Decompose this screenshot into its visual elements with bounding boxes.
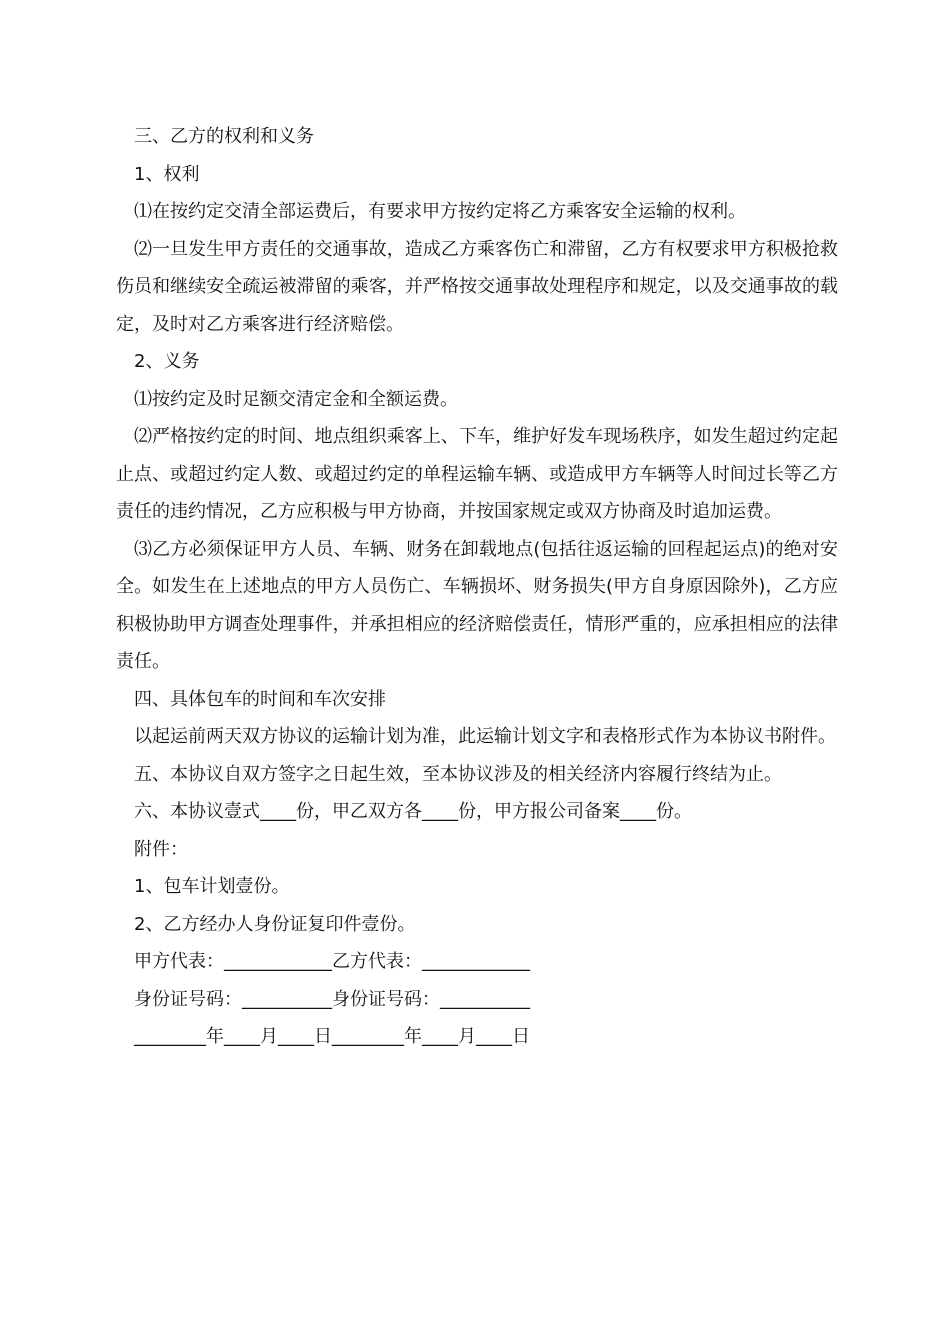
- date-line: ________年____月____日________年____月____日: [134, 1026, 530, 1047]
- id-number-line: 身份证号码：__________身份证号码：__________: [134, 988, 530, 1010]
- representatives-line: 甲方代表：____________乙方代表：____________: [134, 951, 530, 972]
- subheading-obligations: 2、义务: [134, 351, 200, 372]
- rights-item-2: ⑵一旦发生甲方责任的交通事故，造成乙方乘客伤亡和滞留，乙方有权要求甲方积极抢救伤员和继续安全疏运被滞留的乘客，并严格按交通事故处理程序和规定，以及交通事故的载定，及时对乙方乘客进行经济赔偿。: [116, 238, 838, 335]
- attachment-item-1: 1、包车计划壹份。: [134, 876, 290, 897]
- section-heading-3: 三、乙方的权利和义务: [134, 126, 314, 147]
- obligations-item-2: ⑵严格按约定的时间、地点组织乘客上、下车，维护好发车现场秩序，如发生超过约定起止点、或超过约定人数、或超过约定的单程运输车辆、或造成甲方车辆等人时间过长等乙方责任的违约情况，乙方应积极与甲方协商，并按国家规定或双方协商及时追加运费。: [116, 426, 838, 522]
- section-heading-4: 四、具体包车的时间和车次安排: [134, 688, 386, 710]
- subheading-rights: 1、权利: [134, 163, 200, 185]
- attachment-item-2: 2、乙方经办人身份证复印件壹份。: [134, 913, 416, 935]
- rights-item-1: ⑴在按约定交清全部运费后，有要求甲方按约定将乙方乘客安全运输的权利。: [134, 201, 746, 222]
- obligations-item-1: ⑴按约定及时足额交清定金和全额运费。: [134, 388, 458, 410]
- document-body: [116, 118, 838, 1056]
- attachments-label: 附件：: [134, 838, 188, 860]
- section-4-body: 以起运前两天双方协议的运输计划为准，此运输计划文字和表格形式作为本协议书附件。: [134, 726, 836, 747]
- obligations-item-3: ⑶乙方必须保证甲方人员、车辆、财务在卸载地点(包括往返运输的回程起运点)的绝对安全。如发生在上述地点的甲方人员伤亡、车辆损坏、财务损失(甲方自身原因除外)，乙方应积极协助甲方调查处理事件，并承担相应的经济赔偿责任，情形严重的，应承担相应的法律责任。: [116, 538, 838, 672]
- section-heading-5: 五、本协议自双方签字之日起生效，至本协议涉及的相关经济内容履行终结为止。: [134, 763, 782, 785]
- section-heading-6: 六、本协议壹式____份，甲乙双方各____份，甲方报公司备案____份。: [134, 801, 692, 822]
